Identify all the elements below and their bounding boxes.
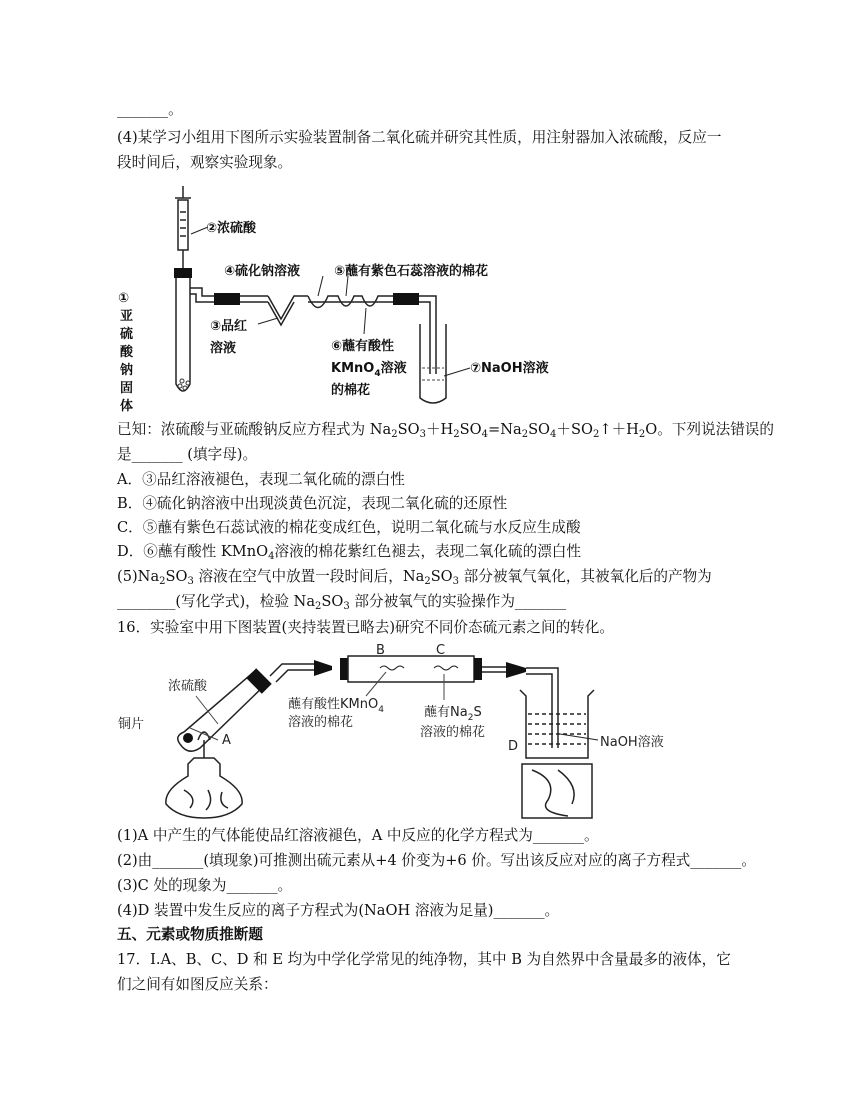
section-5-heading: 五、元素或物质推断题 (117, 926, 263, 943)
question-5-line-2: ________(写化学式)，检验 $Na_2SO_3$ 部分被氧气的实验操作为_______ (117, 593, 566, 612)
label-copper: 铜片 (118, 717, 145, 732)
option-d: D．⑥蘸有酸性 KMnO$_4$溶液的棉花紫红色褪去，表现二氧化硫的漂白性 (117, 543, 581, 562)
glass-tube-bulbs (240, 296, 393, 325)
connector-2 (393, 293, 419, 305)
label-3: ③品红 (210, 319, 248, 334)
question-4-line-1: (4)某学习小组用下图所示实验装置制备二氧化硫并研究其性质，用注射器加入浓硫酸，反应一 (117, 129, 722, 146)
known-equation-line: 已知：浓硫酸与亚硫酸钠反应方程式为 $Na_2SO_3+H_2SO_4=Na_2SO_4+SO_2↑+H_2O$。下列说法错误的 (117, 421, 774, 440)
horizontal-tube-bc (348, 656, 474, 682)
wooden-block (522, 764, 592, 818)
label-naoh: NaOH溶液 (600, 735, 664, 750)
label-5: ⑤蘸有紫色石蕊溶液的棉花 (334, 264, 489, 279)
svg-text:溶液的棉花: 溶液的棉花 (288, 715, 354, 730)
svg-text:硫: 硫 (120, 327, 134, 342)
question-16-4: (4)D 装置中发生反应的离子方程式为(NaOH 溶液为足量)_______。 (117, 902, 560, 919)
label-b: B (376, 643, 385, 658)
question-stem-line: 是_______ (填字母)。 (117, 446, 258, 463)
label-4: ④硫化钠溶液 (224, 264, 301, 279)
test-tube-1 (176, 278, 190, 391)
label-6: ⑥蘸有酸性 (331, 339, 395, 354)
svg-text:溶液: 溶液 (210, 341, 237, 356)
svg-text:钠: 钠 (120, 363, 134, 378)
label-conc-acid: 浓硫酸 (168, 679, 208, 694)
label-7: ⑦NaOH溶液 (470, 361, 549, 376)
connector-1 (214, 293, 240, 305)
rubber-stopper (174, 268, 192, 278)
syringe (175, 186, 191, 268)
question-16-stem: 16．实验室中用下图装置(夹持装置已略去)研究不同价态硫元素之间的转化。 (117, 619, 614, 636)
label-d: D (508, 739, 519, 754)
label-1: ① (118, 291, 130, 306)
label-2: ②浓硫酸 (206, 221, 257, 236)
answer-blank-line: _______。 (117, 101, 183, 118)
label-c: C (436, 643, 446, 658)
svg-text:酸: 酸 (120, 345, 134, 360)
svg-text:溶液的棉花: 溶液的棉花 (420, 725, 486, 740)
beaker-d (520, 690, 594, 758)
svg-text:KMnO4溶液: KMnO$_4$溶液 (331, 361, 407, 379)
svg-text:蘸有Na2S: 蘸有$Na_2S$ (424, 705, 482, 723)
label-a: A (222, 733, 231, 748)
question-16-1: (1)A 中产生的气体能使品红溶液褪色，A 中反应的化学方程式为_______。 (117, 827, 599, 844)
so2-apparatus-figure (118, 184, 578, 416)
question-16-2: (2)由_______(填现象)可推测出硫元素从+4 价变为+6 价。写出该反应对应的离子方程式_______。 (117, 852, 756, 869)
question-17-line-2: 们之间有如图反应关系： (117, 976, 278, 993)
svg-text:体: 体 (120, 399, 134, 414)
question-17-line-1: 17．I.A、B、C、D 和 E 均为中学化学常见的纯净物，其中 B 为自然界中含量最多的液体，它 (117, 951, 731, 968)
question-16-3: (3)C 处的现象为_______。 (117, 877, 293, 894)
svg-text:固: 固 (120, 381, 134, 396)
option-c: C．⑤蘸有紫色石蕊试液的棉花变成红色，说明二氧化硫与水反应生成酸 (117, 519, 581, 536)
svg-text:的棉花: 的棉花 (331, 383, 371, 398)
option-b: B．④硫化钠溶液中出现淡黄色沉淀，表现二氧化硫的还原性 (117, 495, 508, 512)
option-a: A．③品红溶液褪色，表现二氧化硫的漂白性 (117, 471, 405, 488)
svg-text:蘸有酸性KMnO4: 蘸有酸性KMnO$_4$ (288, 697, 384, 715)
question-5-line-1: $(5)Na_2SO_3$ 溶液在空气中放置一段时间后，$Na_2SO_3$ 部分被氧气氧化，其被氧化后的产物为 (117, 568, 712, 587)
test-tube-naoh (420, 324, 446, 403)
sulfur-conversion-figure (118, 640, 718, 822)
svg-text:亚: 亚 (120, 309, 134, 324)
question-4-line-2: 段时间后，观察实验现象。 (117, 154, 293, 171)
